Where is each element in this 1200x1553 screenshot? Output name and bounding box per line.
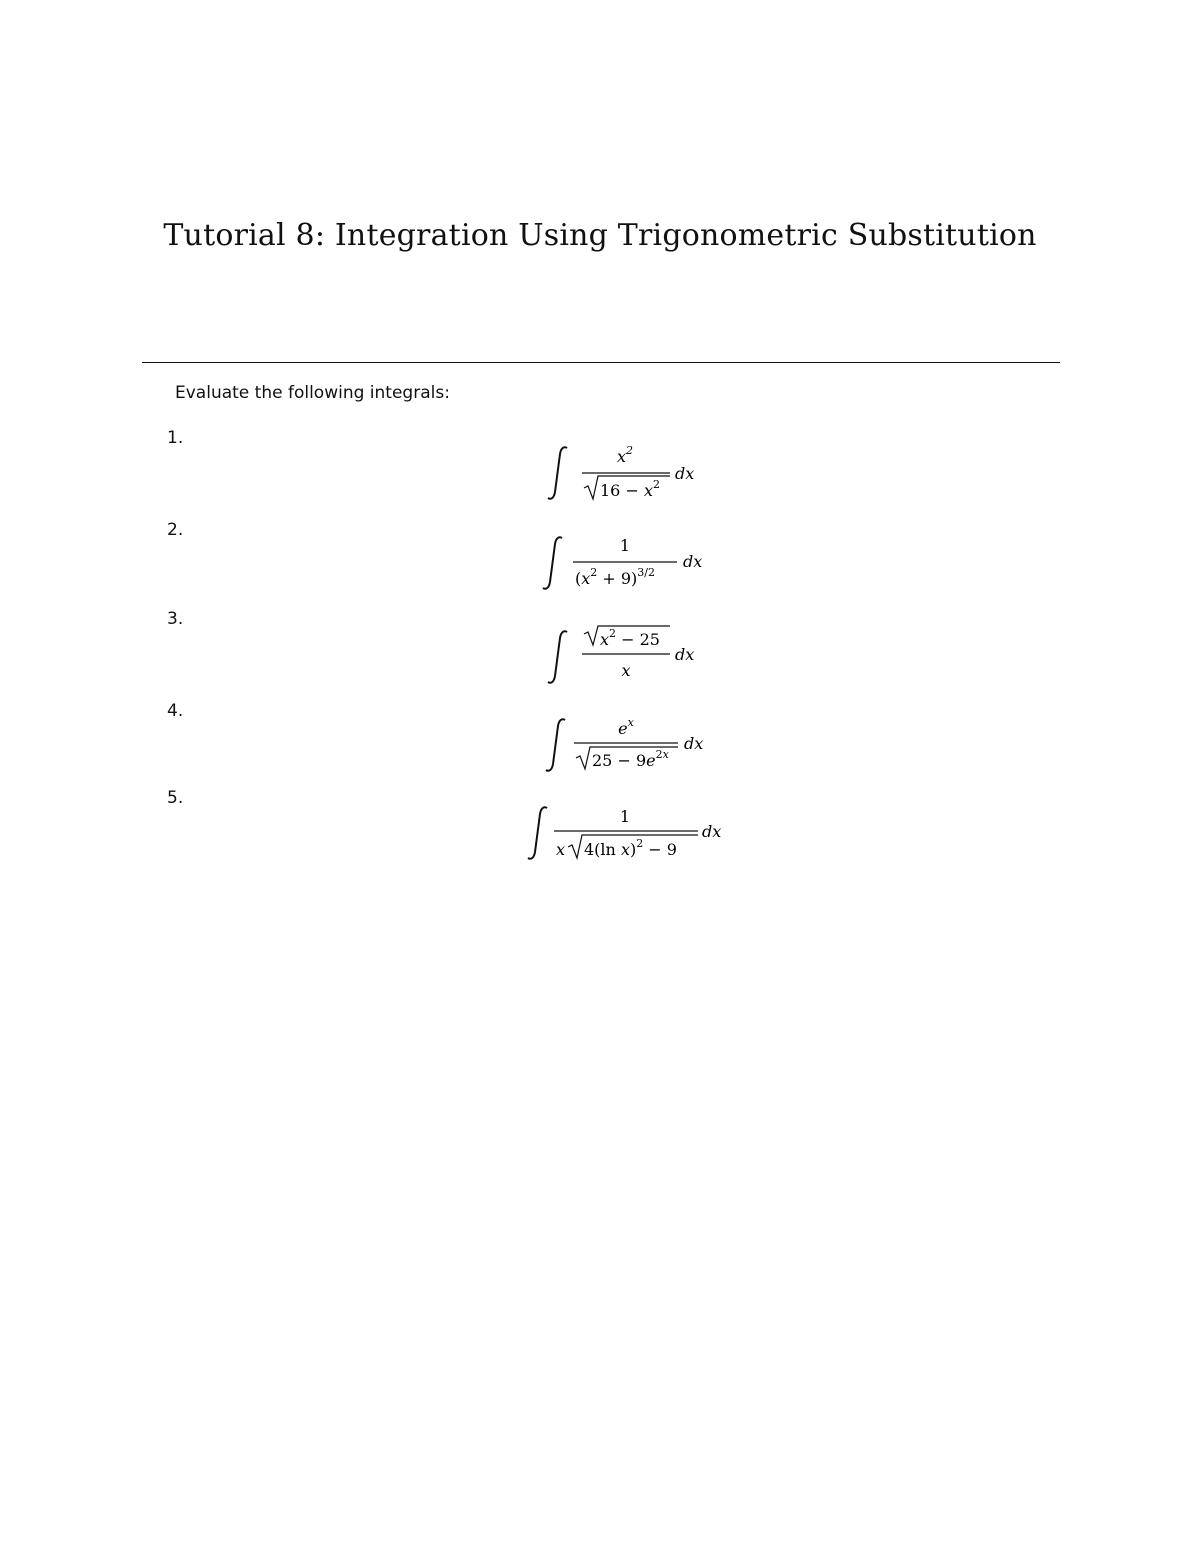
denominator-x: x: [556, 840, 566, 859]
numerator: 1: [619, 807, 631, 826]
problem-number-2: 2.: [167, 520, 184, 540]
denominator: $16 - x^2$: [600, 478, 660, 500]
problem-2-integral: [535, 530, 725, 604]
problem-2-formula-svg: [535, 530, 725, 600]
page-title: Tutorial 8: Integration Using Trigonometric Substitution: [163, 218, 1037, 253]
problem-4-integral: [538, 712, 728, 786]
differential: dx: [702, 822, 722, 841]
numerator: $e^x$: [618, 716, 634, 738]
differential: dx: [675, 464, 695, 483]
integral-sign: [546, 719, 565, 771]
differential: dx: [675, 645, 695, 664]
problem-number-4: 4.: [167, 701, 184, 721]
problem-1-integral: [540, 440, 720, 514]
problem-3-integral: [540, 622, 720, 696]
integral-sign: [528, 807, 547, 859]
denominator: x: [621, 661, 631, 680]
problem-5-integral: [520, 800, 740, 874]
problem-1-formula-svg: [540, 440, 720, 510]
denominator: $(x^2 + 9)^{3/2}$: [575, 566, 655, 588]
numerator: 1: [619, 536, 631, 555]
integral-sign: [548, 447, 567, 499]
horizontal-rule: [142, 362, 1060, 363]
problem-5-formula-svg: [520, 800, 740, 870]
problem-3-formula-svg: [540, 622, 720, 692]
problem-number-5: 5.: [167, 788, 184, 808]
numerator: $x^2$: [616, 444, 634, 466]
integral-sign: [543, 537, 562, 589]
integral-sign: [548, 631, 567, 683]
problem-number-1: 1.: [167, 428, 184, 448]
differential: dx: [683, 552, 703, 571]
numerator: $x^2 - 25$: [600, 627, 660, 649]
differential: dx: [684, 734, 704, 753]
problem-4-formula-svg: [538, 712, 728, 782]
denominator: 4(ln x)$^2$ − 9: [584, 837, 677, 859]
denominator: $25 - 9e^2x$: [592, 748, 669, 770]
problem-number-3: 3.: [167, 609, 184, 629]
instructions-text: Evaluate the following integrals:: [175, 383, 450, 403]
